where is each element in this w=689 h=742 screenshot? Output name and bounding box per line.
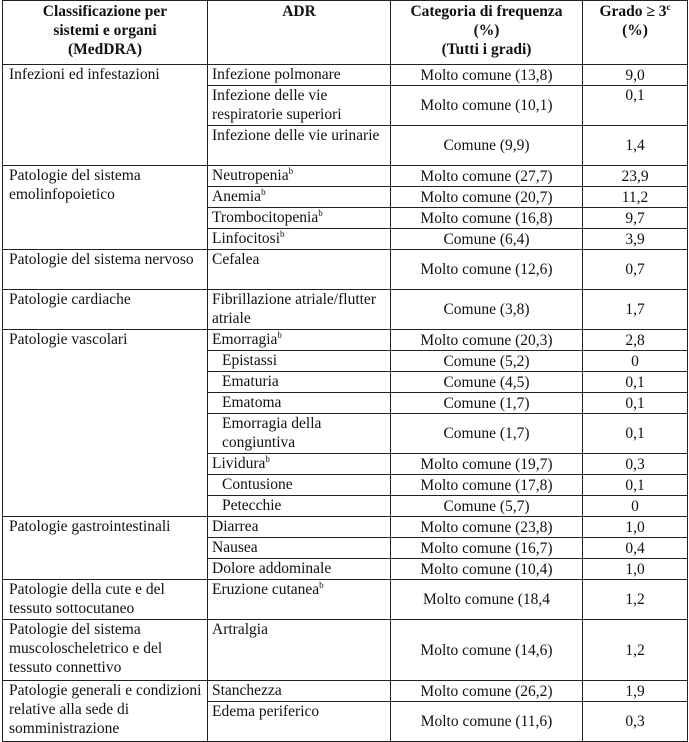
header-grade-footnote: c [666,1,671,12]
header-frequency [391,1,583,65]
table-row [3,166,688,187]
adr-footnote: b [265,453,270,464]
adverse-reactions-table [2,0,688,742]
header-adr: ADR [208,1,391,65]
adr-name: Artralgia [212,621,268,638]
adr-name: Emorragia della congiuntiva [222,415,322,451]
adr-cell [208,620,391,681]
adr-name: Emorragia [212,331,278,348]
adr-name: Edema periferico [212,703,320,720]
grade-cell: 0,1 [583,475,688,496]
adr-name: Diarrea [212,518,259,535]
frequency-cell: Molto comune (13,8) [391,65,583,86]
table-row [3,65,688,86]
frequency-cell: Molto comune (26,2) [391,681,583,702]
adr-name: Dolore addominale [212,560,332,577]
grade-cell: 0 [583,351,688,372]
adr-footnote: b [318,207,323,218]
frequency-cell: Molto comune (23,8) [391,517,583,538]
grade-cell: 0,1 [583,393,688,414]
adr-name: Nausea [212,539,258,556]
frequency-cell: Comune (1,7) [391,414,583,454]
adr-footnote: b [261,186,266,197]
adr-name: Eruzione cutanea [212,581,320,598]
adr-cell [208,351,391,372]
table-row [3,620,688,681]
frequency-cell: Molto comune (14,6) [391,620,583,681]
soc-cell: Patologie della cute e del tessuto sottocutaneo [3,580,208,620]
grade-cell: 1,0 [583,517,688,538]
adr-cell [208,250,391,290]
frequency-cell: Comune (3,8) [391,290,583,330]
adr-name: Neutropenia [212,167,289,184]
header-grade-line [587,2,683,21]
table-row [3,517,688,538]
header-frequency-line: Categoria di frequenza [410,3,563,20]
grade-cell: 0,7 [583,250,688,290]
frequency-cell: Molto comune (12,6) [391,250,583,290]
adr-name: Fibrillazione atriale/flutter atriale [212,291,376,327]
frequency-cell: Molto comune (20,3) [391,330,583,351]
grade-cell: 3,9 [583,229,688,250]
adr-name: Contusione [222,476,293,493]
grade-cell: 0,3 [583,702,688,742]
adr-cell [208,454,391,475]
adr-cell [208,330,391,351]
adr-name: Stanchezza [212,682,282,699]
soc-cell: Patologie vascolari [3,330,208,517]
adr-cell [208,65,391,86]
adr-footnote: b [319,579,324,590]
adr-name: Cefalea [212,251,260,268]
soc-cell: Patologie gastrointestinali [3,517,208,580]
frequency-cell: Molto comune (10,1) [391,86,583,126]
grade-cell: 0,1 [583,414,688,454]
grade-cell: 1,2 [583,620,688,681]
grade-cell: 1,4 [583,126,688,166]
frequency-cell: Molto comune (16,7) [391,538,583,559]
adr-cell [208,702,391,742]
adr-cell [208,414,391,454]
header-row [3,1,688,65]
frequency-cell: Molto comune (16,8) [391,208,583,229]
adr-name: Infezione polmonare [212,66,341,83]
soc-cell: Patologie del sistema nervoso [3,250,208,290]
adr-name: Trombocitopenia [212,209,319,226]
frequency-cell: Comune (6,4) [391,229,583,250]
table-row [3,681,688,702]
soc-cell: Patologie generali e condizioni relative alla sede di somministrazione [3,681,208,742]
adr-footnote: b [277,329,282,340]
soc-cell: Infezioni ed infestazioni [3,65,208,166]
adr-name: Lividura [212,455,266,472]
table-row [3,580,688,620]
adr-name: Linfocitosi [212,230,281,247]
adr-footnote: b [288,165,294,176]
grade-cell: 9,0 [583,65,688,86]
adr-footnote: b [280,228,285,239]
adr-name: Anemia [212,188,262,205]
header-soc-line: sistemi e organi [53,22,157,39]
header-soc-line: Classificazione per [42,3,168,20]
header-soc-line: (MedDRA) [67,41,143,58]
adr-name: Infezione delle vie respiratorie superiori [212,87,342,123]
adr-cell [208,229,391,250]
table-row [3,290,688,330]
grade-cell: 1,2 [583,580,688,620]
adr-cell [208,538,391,559]
frequency-cell: Molto comune (10,4) [391,559,583,580]
grade-cell: 2,8 [583,330,688,351]
frequency-cell: Comune (9,9) [391,126,583,166]
grade-cell: 0,4 [583,538,688,559]
grade-cell: 1,9 [583,681,688,702]
adr-cell [208,290,391,330]
grade-cell: 1,7 [583,290,688,330]
frequency-cell: Molto comune (27,7) [391,166,583,187]
adr-name: Ematoma [222,394,282,411]
frequency-cell: Comune (5,2) [391,351,583,372]
header-soc [3,1,208,65]
grade-cell: 0,1 [583,372,688,393]
header-frequency-line: (%) [473,22,500,39]
grade-cell: 0,3 [583,454,688,475]
adr-name: Petecchie [222,497,282,514]
adr-cell [208,517,391,538]
grade-cell: 1,0 [583,559,688,580]
grade-cell: 9,7 [583,208,688,229]
header-frequency-line: (Tutti i gradi) [441,41,532,58]
adr-cell [208,166,391,187]
soc-cell: Patologie cardiache [3,290,208,330]
adr-name: Infezione delle vie urinarie [212,127,380,144]
adr-cell [208,580,391,620]
frequency-cell: Molto comune (18,4 [391,580,583,620]
adr-cell [208,681,391,702]
frequency-cell: Molto comune (19,7) [391,454,583,475]
grade-cell: 11,2 [583,187,688,208]
frequency-cell: Comune (5,7) [391,496,583,517]
grade-cell: 0,1 [583,86,688,126]
frequency-cell: Comune (4,5) [391,372,583,393]
soc-cell: Patologie del sistema muscoloscheletrico e del tessuto connettivo [3,620,208,681]
frequency-cell: Molto comune (17,8) [391,475,583,496]
table-row [3,330,688,351]
grade-cell: 0 [583,496,688,517]
table-body [3,65,688,742]
adr-cell [208,126,391,166]
frequency-cell: Molto comune (11,6) [391,702,583,742]
adr-cell [208,208,391,229]
table-row [3,250,688,290]
grade-cell: 23,9 [583,166,688,187]
adr-cell [208,86,391,126]
adr-cell [208,559,391,580]
header-grade-unit: (%) [622,22,648,39]
frequency-cell: Comune (1,7) [391,393,583,414]
header-grade-label: Grado ≥ 3 [599,3,667,20]
adr-cell [208,187,391,208]
frequency-cell: Molto comune (20,7) [391,187,583,208]
adr-cell [208,393,391,414]
adr-cell [208,372,391,393]
adr-name: Ematuria [222,373,279,390]
adr-cell [208,496,391,517]
header-grade [583,1,688,65]
adr-name: Epistassi [222,352,278,369]
soc-cell: Patologie del sistema emolinfopoietico [3,166,208,250]
adr-cell [208,475,391,496]
